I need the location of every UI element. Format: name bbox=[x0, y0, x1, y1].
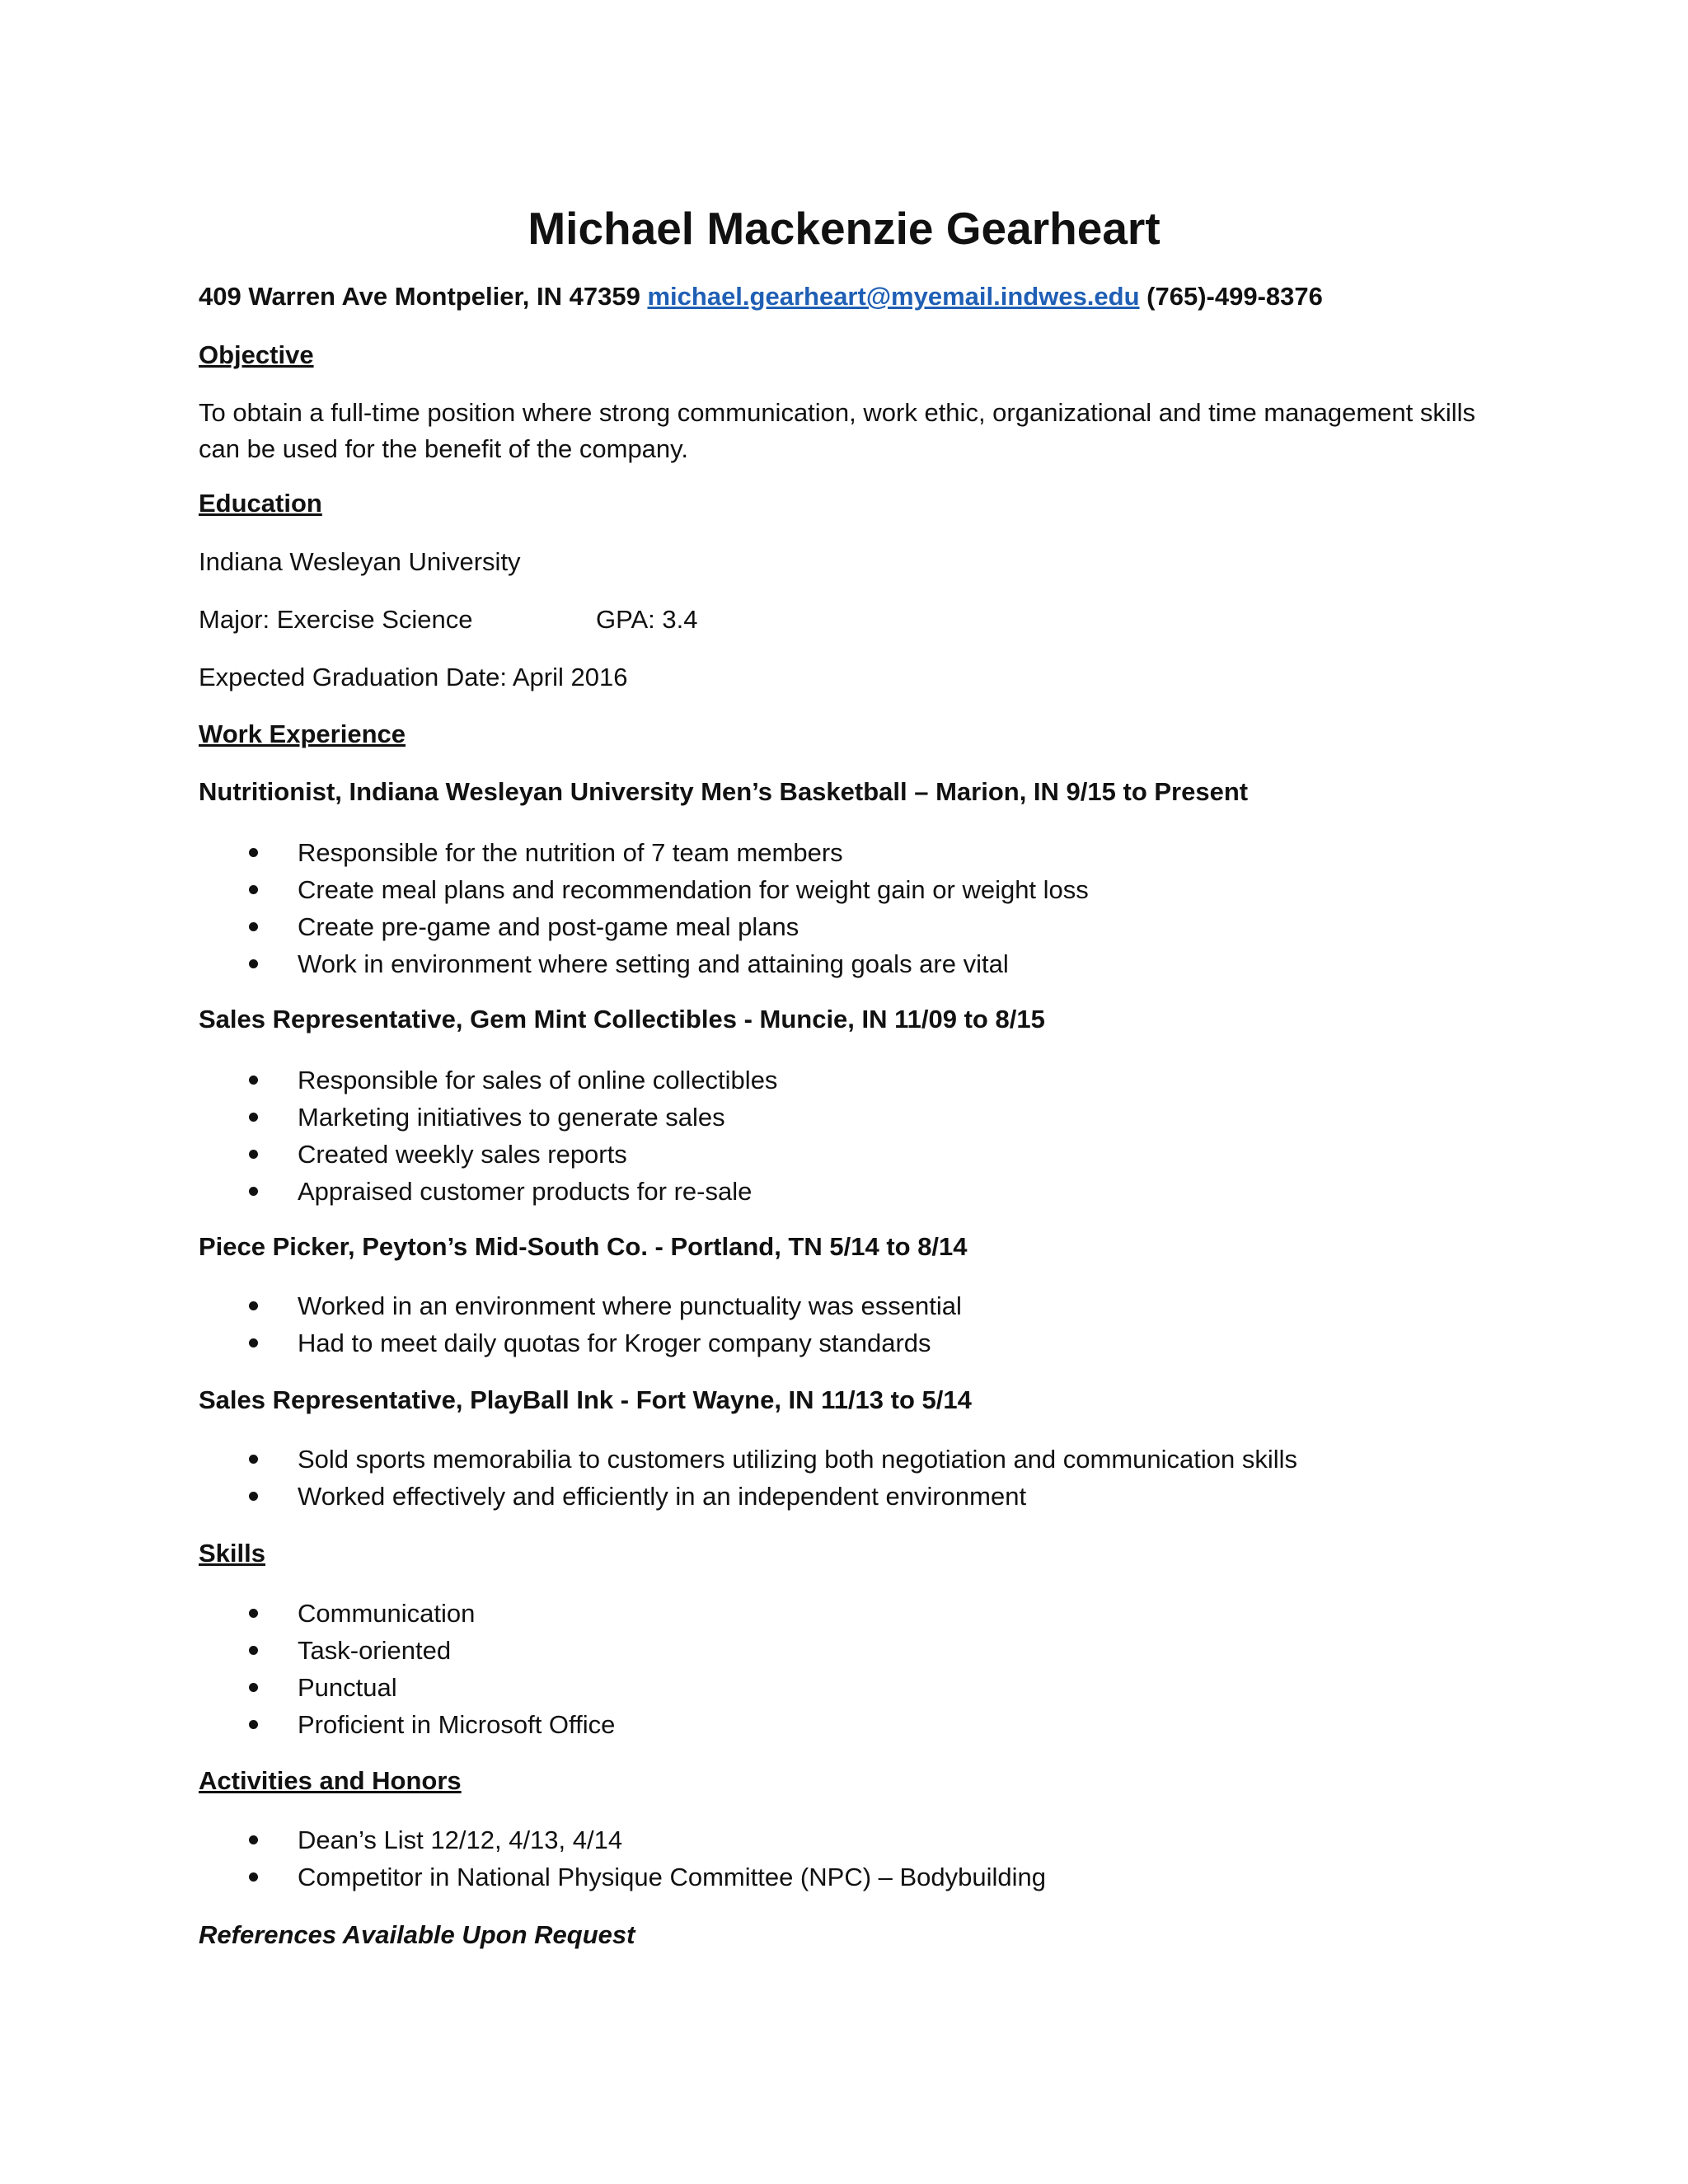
list-item bbox=[199, 1099, 777, 1136]
job-title-nutritionist: Nutritionist, Indiana Wesleyan University Men’s Basketball – Marion, IN 9/15 to Present bbox=[199, 777, 1249, 806]
list-item bbox=[199, 834, 1089, 871]
list-item-text: Work in environment where setting and attaining goals are vital bbox=[298, 949, 1009, 978]
contact-line bbox=[199, 280, 1323, 313]
school-name: Indiana Wesleyan University bbox=[199, 547, 521, 576]
bullet-icon bbox=[249, 848, 258, 857]
list-item-text: Dean’s List 12/12, 4/13, 4/14 bbox=[298, 1825, 623, 1854]
job-bullets-playball bbox=[199, 1441, 1297, 1515]
list-item bbox=[199, 1632, 615, 1669]
list-item bbox=[199, 1858, 1046, 1896]
activities-list bbox=[199, 1821, 1046, 1896]
job-title-gem-mint: Sales Representative, Gem Mint Collectibles - Muncie, IN 11/09 to 8/15 bbox=[199, 1005, 1045, 1033]
bullet-icon bbox=[249, 1076, 258, 1085]
job-title-playball: Sales Representative, PlayBall Ink - Fort Wayne, IN 11/13 to 5/14 bbox=[199, 1385, 972, 1414]
bullet-icon bbox=[249, 1150, 258, 1159]
objective-heading: Objective bbox=[199, 340, 314, 369]
list-item-text: Communication bbox=[298, 1599, 476, 1628]
list-item bbox=[199, 871, 1089, 908]
list-item-text: Marketing initiatives to generate sales bbox=[298, 1103, 725, 1132]
list-item bbox=[199, 908, 1089, 945]
gpa: GPA: 3.4 bbox=[596, 605, 698, 634]
resume-name: Michael Mackenzie Gearheart bbox=[528, 203, 1160, 254]
list-item-text: Had to meet daily quotas for Kroger company standards bbox=[298, 1329, 931, 1357]
list-item bbox=[199, 1136, 777, 1173]
major: Major: Exercise Science bbox=[199, 605, 473, 634]
list-item bbox=[199, 1324, 962, 1361]
list-item bbox=[199, 1595, 615, 1632]
job-bullets-nutritionist bbox=[199, 834, 1089, 982]
list-item-text: Punctual bbox=[298, 1673, 397, 1702]
list-item bbox=[199, 1669, 615, 1706]
job-title-piece-picker: Piece Picker, Peyton’s Mid-South Co. - Portland, TN 5/14 to 8/14 bbox=[199, 1232, 968, 1261]
list-item-text: Responsible for the nutrition of 7 team members bbox=[298, 838, 843, 867]
list-item bbox=[199, 1706, 615, 1743]
bullet-icon bbox=[249, 1187, 258, 1196]
list-item-text: Sold sports memorabilia to customers utilizing both negotiation and communication skills bbox=[298, 1445, 1298, 1474]
skills-heading: Skills bbox=[199, 1539, 265, 1568]
bullet-icon bbox=[249, 1492, 258, 1501]
address: 409 Warren Ave Montpelier, IN 47359 bbox=[199, 282, 640, 311]
list-item-text: Worked effectively and efficiently in an independent environment bbox=[298, 1482, 1027, 1511]
graduation-date: Expected Graduation Date: April 2016 bbox=[199, 663, 628, 691]
bullet-icon bbox=[249, 1113, 258, 1122]
list-item-text: Create pre-game and post-game meal plans bbox=[298, 912, 799, 941]
list-item bbox=[199, 1821, 1046, 1858]
list-item-text: Task-oriented bbox=[298, 1636, 452, 1665]
bullet-icon bbox=[249, 1835, 258, 1844]
bullet-icon bbox=[249, 922, 258, 931]
list-item-text: Worked in an environment where punctuality was essential bbox=[298, 1291, 962, 1320]
list-item-text: Competitor in National Physique Committee (NPC) – Bodybuilding bbox=[298, 1863, 1047, 1891]
list-item bbox=[199, 1173, 777, 1210]
list-item bbox=[199, 1062, 777, 1099]
job-bullets-gem-mint bbox=[199, 1062, 777, 1210]
email-link[interactable]: michael.gearheart@myemail.indwes.edu bbox=[647, 282, 1140, 311]
list-item bbox=[199, 945, 1089, 982]
list-item bbox=[199, 1478, 1297, 1515]
bullet-icon bbox=[249, 1338, 258, 1347]
references-note: References Available Upon Request bbox=[199, 1920, 635, 1949]
bullet-icon bbox=[249, 885, 258, 894]
list-item-text: Responsible for sales of online collectibles bbox=[298, 1066, 778, 1094]
list-item-text: Appraised customer products for re-sale bbox=[298, 1177, 753, 1206]
skills-list bbox=[199, 1595, 615, 1743]
list-item-text: Create meal plans and recommendation for weight gain or weight loss bbox=[298, 875, 1089, 904]
objective-text: To obtain a full-time position where strong communication, work ethic, organizational and time management skills can be used for the benefit of the company. bbox=[199, 398, 1476, 463]
list-item-text: Created weekly sales reports bbox=[298, 1140, 627, 1169]
bullet-icon bbox=[249, 1609, 258, 1618]
bullet-icon bbox=[249, 1646, 258, 1655]
bullet-icon bbox=[249, 1720, 258, 1729]
job-bullets-piece-picker bbox=[199, 1287, 962, 1361]
work-heading: Work Experience bbox=[199, 719, 406, 748]
bullet-icon bbox=[249, 1683, 258, 1692]
phone: (765)-499-8376 bbox=[1146, 282, 1323, 311]
bullet-icon bbox=[249, 1872, 258, 1882]
list-item-text: Proficient in Microsoft Office bbox=[298, 1710, 616, 1739]
bullet-icon bbox=[249, 1301, 258, 1310]
activities-heading: Activities and Honors bbox=[199, 1766, 462, 1795]
bullet-icon bbox=[249, 1455, 258, 1464]
education-heading: Education bbox=[199, 489, 322, 518]
list-item bbox=[199, 1441, 1297, 1478]
list-item bbox=[199, 1287, 962, 1324]
bullet-icon bbox=[249, 959, 258, 968]
